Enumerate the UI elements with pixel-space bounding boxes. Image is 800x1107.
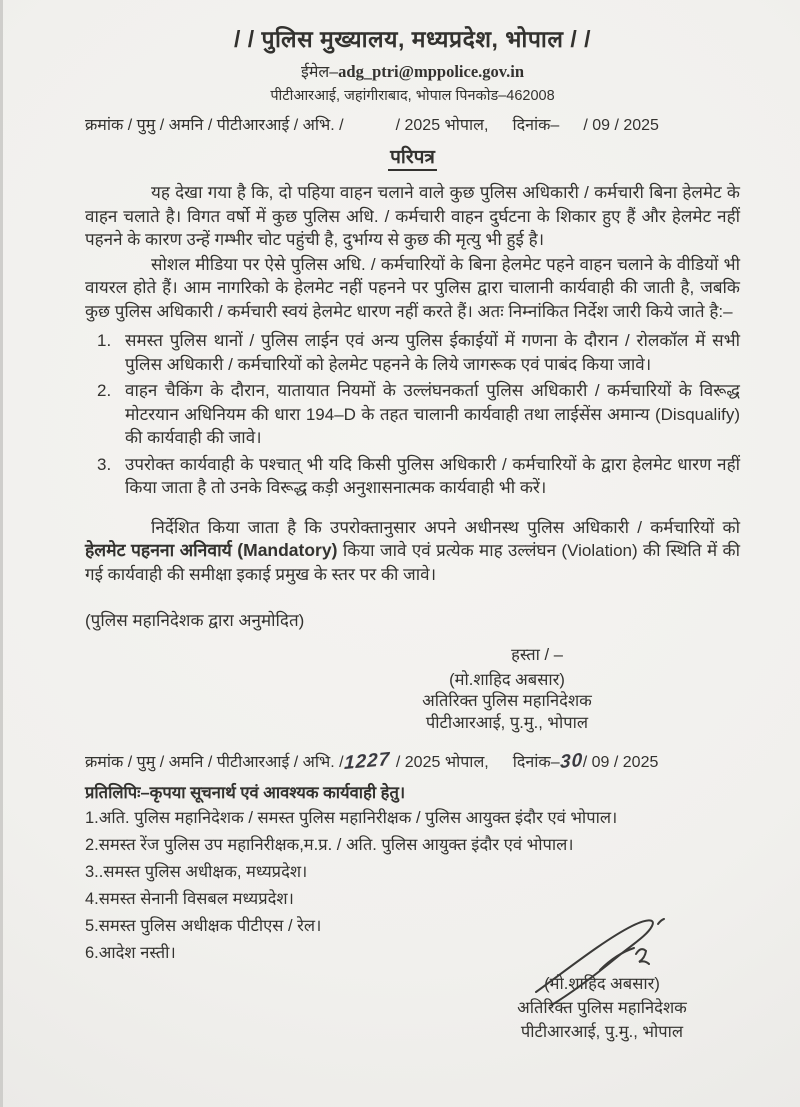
item-number: 1. xyxy=(97,331,112,350)
signed-abbreviation: हस्ता / – xyxy=(511,646,563,664)
list-item xyxy=(97,453,740,500)
reference-line-bottom xyxy=(85,748,740,775)
ref2-prefix: क्रमांक / पुमु / अमनि / पीटीआरआई / अभि. / xyxy=(85,754,344,771)
signature-block-1 xyxy=(372,645,642,734)
ref2-date-label: दिनांक– xyxy=(512,754,560,771)
item-number: 2. xyxy=(97,381,112,400)
mandatory-emphasis: हेलमेट पहनना अनिवार्य (Mandatory) xyxy=(85,540,338,560)
list-item xyxy=(97,329,740,376)
copies-heading: प्रतिलिपिः–कृपया सूचनार्थ एवं आवश्यक कार्यवाही हेतु। xyxy=(85,784,406,802)
document-title: परिपत्र xyxy=(85,143,740,169)
distribution-item: 6.आदेश नस्ती। xyxy=(85,944,176,962)
signatory-designation: अतिरिक्त पुलिस महानिदेशक xyxy=(422,692,592,710)
signatory-office: पीटीआरआई, पु.मु., भोपाल xyxy=(520,1023,684,1041)
ref-suffix: / 09 / 2025 xyxy=(583,117,659,134)
distribution-item: 4.समस्त सेनानी विसबल मध्यप्रदेश। xyxy=(85,890,294,908)
distribution-item: 1.अति. पुलिस महानिदेशक / समस्त पुलिस महानिरीक्षक / पुलिस आयुक्त इंदौर एवं भोपाल। xyxy=(85,809,618,827)
paragraph-2: सोशल मीडिया पर ऐसे पुलिस अधि. / कर्मचारियों के बिना हेलमेट पहने वाहन चलाने के वीडियों भी वायरल होते हैं। आम नागरिको के हेलमेट नहीं पहनने पर पुलिस द्वारा चालानी कार्यवाही की जाती है, जबकि कुछ पुलिस अधिकारी / कर्मचारी स्वयं हेलमेट धारण नहीं करते हैं। अतः निम्नांकित निर्देश जारी किये जाते है:– xyxy=(85,254,740,321)
letterhead xyxy=(85,22,740,105)
ref-prefix: क्रमांक / पुमु / अमनि / पीटीआरआई / अभि. / xyxy=(85,117,344,134)
item-text: समस्त पुलिस थानों / पुलिस लाईन एवं अन्य पुलिस ईकाईयों में गणना के दौरान / रोलकॉल में सभी पुलिस अधिकारी / कर्मचारियों को हेलमेट पहनने के लिये जागरूक एवं पाबंद किया जावे। xyxy=(125,331,740,374)
email-address: adg_ptri@mppolice.gov.in xyxy=(338,62,525,81)
signature-icon xyxy=(530,914,705,1006)
distribution-item: 3..समस्त पुलिस अधीक्षक, मध्यप्रदेश। xyxy=(85,863,308,881)
paragraph-3-pre: निर्देशित किया जाता है कि उपरोक्तानुसार अपने अधीनस्थ पुलिस अधिकारी / कर्मचारियों को xyxy=(151,517,740,537)
reference-line-top xyxy=(85,113,740,135)
ref2-suffix: / 09 / 2025 xyxy=(582,754,659,771)
distribution-item: 2.समस्त रेंज पुलिस उप महानिरीक्षक,म.प्र. / अति. पुलिस आयुक्त इंदौर एवं भोपाल। xyxy=(85,836,574,854)
list-item xyxy=(97,379,740,450)
address-line: पीटीआरआई, जहांगीराबाद, भोपाल पिनकोड–462008 xyxy=(270,88,555,104)
approval-note: (पुलिस महानिदेशक द्वारा अनुमोदित) xyxy=(85,611,305,630)
organization-title: / / पुलिस मुख्यालय, मध्यप्रदेश, भोपाल / / xyxy=(233,26,592,52)
signatory-office: पीटीआरआई, पु.मु., भोपाल xyxy=(425,713,589,732)
ref-date-label: दिनांक– xyxy=(512,117,560,134)
item-number: 3. xyxy=(97,454,112,474)
handwritten-dispatch-number: 1227 xyxy=(343,748,390,775)
distribution-item: 5.समस्त पुलिस अधीक्षक पीटीएस / रेल। xyxy=(85,917,322,935)
email-label: ईमेल– xyxy=(300,64,339,81)
paragraph-1: यह देखा गया है कि, दो पहिया वाहन चलाने वाले कुछ पुलिस अधिकारी / कर्मचारी बिना हेलमेट के वाहन चलाते है। विगत वर्षो में कुछ पुलिस अधि. / कर्मचारी वाहन दुर्घटना के शिकार हुए हैं और हेलमेट नहीं पहनने के कारण उन्हें गम्भीर चोट पहुंची है, दुर्भाग्य से कुछ की मृत्यु भी हुई है। xyxy=(85,183,740,249)
directives-list xyxy=(97,329,740,500)
ref2-mid: / 2025 भोपाल, xyxy=(395,754,489,771)
signatory-name: (मो.शाहिद अबसार) xyxy=(449,670,565,689)
signature-block-2 xyxy=(482,972,722,1044)
handwritten-date-day: 30 xyxy=(559,749,583,774)
signatory-designation: अतिरिक्त पुलिस महानिदेशक xyxy=(517,999,687,1017)
item-text: वाहन चैकिंग के दौरान, यातायात नियमों के उल्लंघनकर्ता पुलिस अधिकारी / कर्मचारियों के विरूद्ध मोटरयान अधिनियम की धारा 194–D के तहत चालानी कार्यवाही तथा लाईसेंस अमान्य (Disqualify) की कार्यवाही की जावे। xyxy=(125,381,740,447)
signatory-name: (मो.शाहिद अबसार) xyxy=(544,975,660,993)
item-text: उपरोक्त कार्यवाही के पश्चात् भी यदि किसी पुलिस अधिकारी / कर्मचारियों के द्वारा हेलमेट धारण नहीं किया जाता है तो उनके विरूद्ध कड़ी अनुशासनात्मक कार्यवाही भी करें। xyxy=(125,454,740,497)
ref-mid: / 2025 भोपाल, xyxy=(395,117,489,134)
paragraph-3-post: किया जावे एवं प्रत्येक माह उल्लंघन (Violation) की स्थिति में की गई कार्यवाही की समीक्षा इकाई प्रमुख के स्तर पर की जावे। xyxy=(85,541,740,584)
email-line xyxy=(85,60,740,82)
paragraph-3 xyxy=(85,516,740,587)
